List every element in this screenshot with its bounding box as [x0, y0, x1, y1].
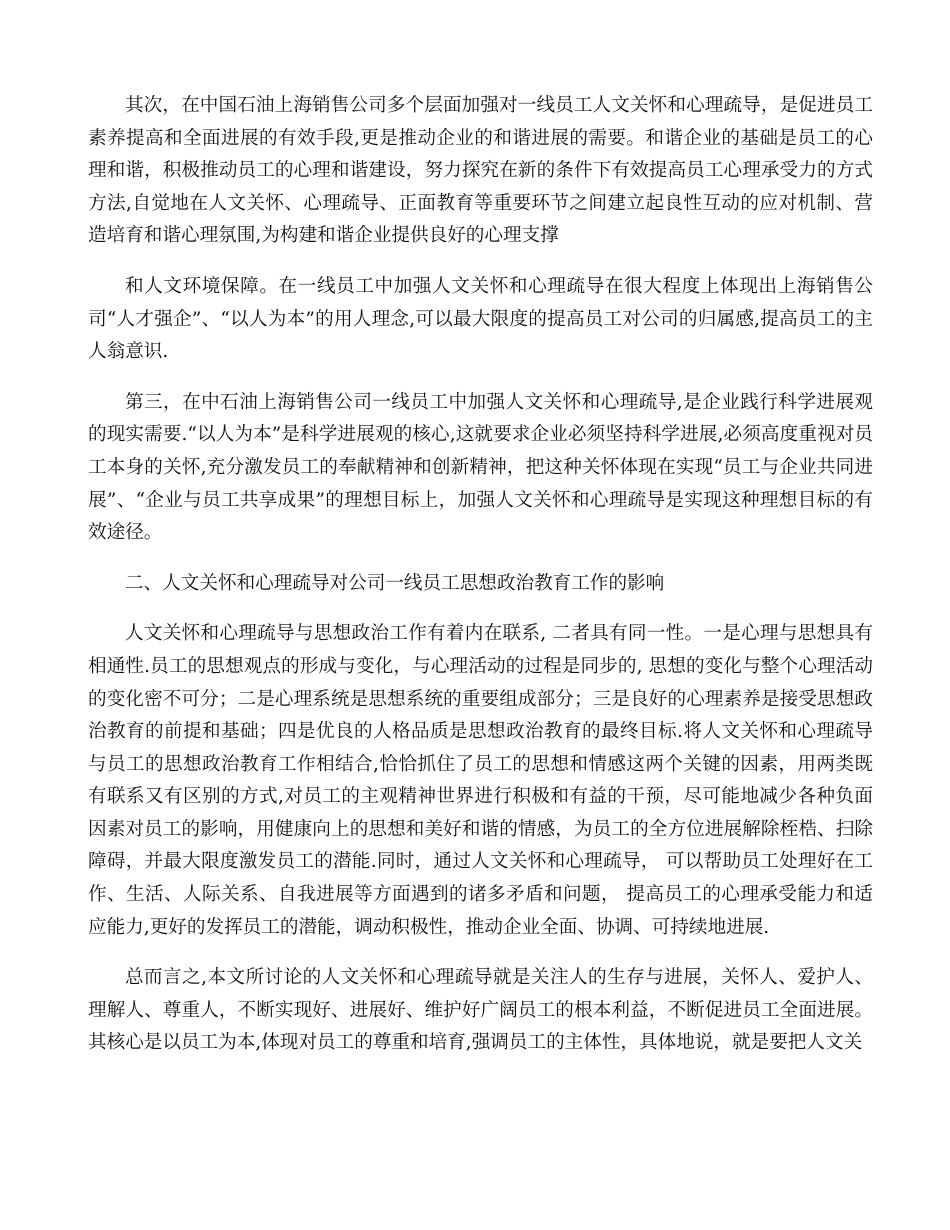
paragraph-continuation: 和人文环境保障。在一线员工中加强人文关怀和心理疏导在很大程度上体现出上海销售公司“人才强企”、“以人为本”的用人理念,可以最大限度的提高员工对公司的归属感,提高员工的主人翁意识.	[88, 275, 873, 363]
paragraph-second-point: 其次，在中国石油上海销售公司多个层面加强对一线员工人文关怀和心理疏导，是促进员工素养提高和全面进展的有效手段,更是推动企业的和谐进展的需要。和谐企业的基础是员工的心理和谐，积极推动员工的心理和谐建设，努力探究在新的条件下有效提高员工心理承受力的方式方法,自觉地在人文关怀、心理疏导、正面教育等重要环节之间建立起良性互动的应对机制、营造培育和谐心理氛围,为构建和谐企业提供良好的心理支撑	[88, 95, 873, 247]
section-heading: 二、人文关怀和心理疏导对公司一线员工思想政治教育工作的影响	[125, 572, 665, 594]
paragraph-summary: 总而言之,本文所讨论的人文关怀和心理疏导就是关注人的生存与进展，关怀人、爱护人、理解人、尊重人，不断实现好、进展好、维护好广阔员工的根本利益，不断促进员工全面进展。其核心是以员工为本,体现对员工的尊重和培育,强调员工的主体性，具体地说，就是要把人文关	[88, 967, 873, 1054]
paragraph-third-point: 第三，在中石油上海销售公司一线员工中加强人文关怀和心理疏导,是企业践行科学进展观的现实需要.“以人为本”是科学进展观的核心,这就要求企业必须坚持科学进展,必须高度重视对员工本身的关怀,充分激发员工的奉献精神和创新精神，把这种关怀体现在实现“员工与企业共同进展”、“企业与员工共享成果”的理想目标上，加强人文关怀和心理疏导是实现这种理想目标的有效途径。	[88, 391, 873, 544]
document-page	[88, 90, 873, 1078]
paragraph-influence: 人文关怀和心理疏导与思想政治工作有着内在联系, 二者具有同一性。一是心理与思想具有相通性.员工的思想观点的形成与变化，与心理活动的过程是同步的, 思想的变化与整个心理活动的变化密不可分；二是心理系统是思想系统的重要组成部分；三是良好的心理素养是接受思想政治教育的前提和基础；四是优良的人格品质是思想政治教育的最终目标.将人文关怀和心理疏导与员工的思想政治教育工作相结合,恰恰抓住了员工的思想和情感这两个关键的因素，用两类既有联系又有区别的方式,对员工的主观精神世界进行积极和有益的干预，尽可能地减少各种负面因素对员工的影响，用健康向上的思想和美好和谐的情感，为员工的全方位进展解除桎梏、扫除障碍，并最大限度激发员工的潜能.同时，通过人文关怀和心理疏导， 可以帮助员工处理好在工作、生活、人际关系、自我进展等方面遇到的诸多矛盾和问题， 提高员工的心理承受能力和适应能力,更好的发挥员工的潜能，调动积极性，推动企业全面、协调、可持续地进展.	[88, 623, 873, 938]
